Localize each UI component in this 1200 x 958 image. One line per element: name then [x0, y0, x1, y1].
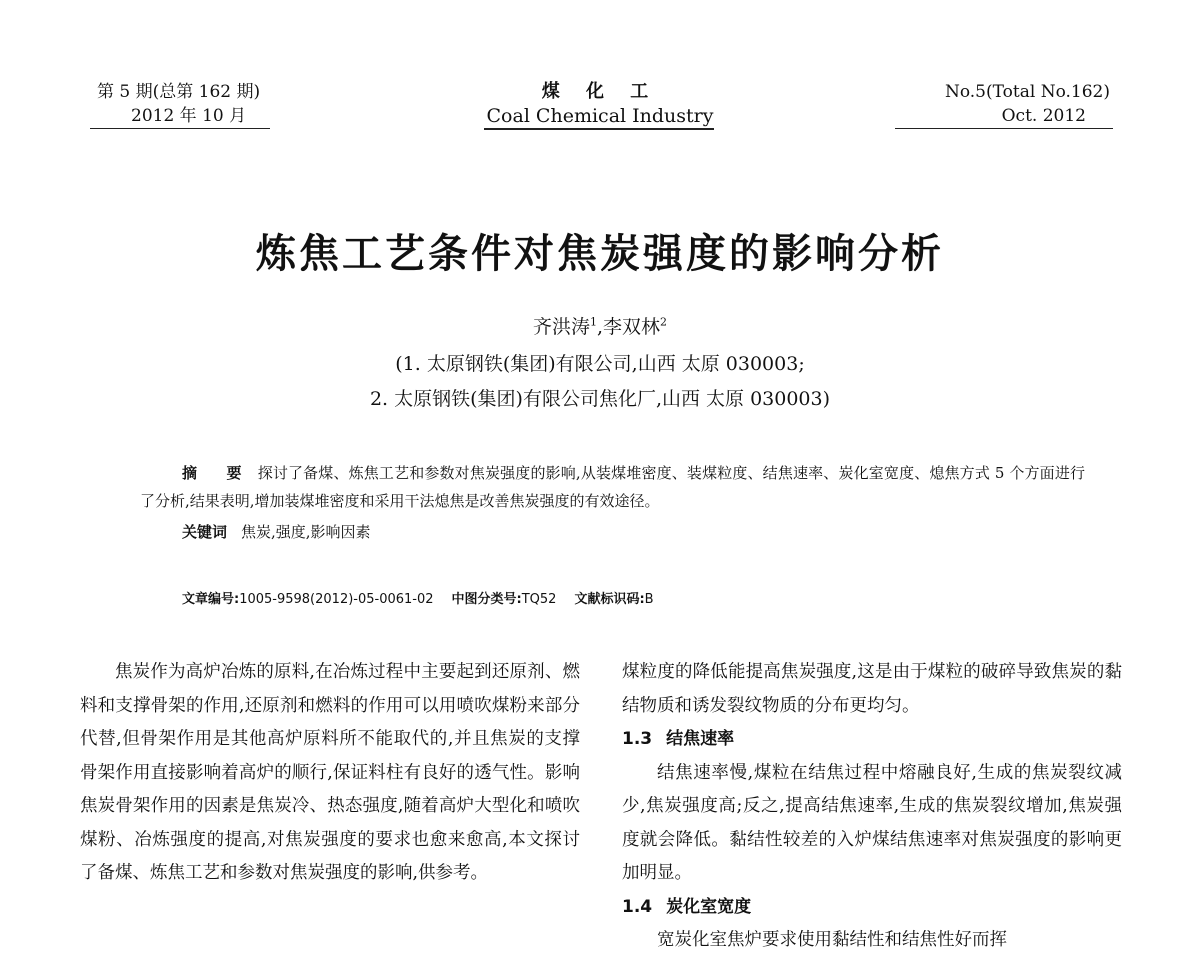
article-metadata: [182, 588, 654, 607]
section-title: 炭化室宽度: [666, 896, 752, 917]
keywords: [182, 521, 371, 542]
article-no: 1005-9598(2012)-05-0061-02: [239, 592, 434, 607]
keywords-text: 焦炭,强度,影响因素: [241, 523, 371, 541]
article-no-label: 文章编号:: [182, 592, 240, 607]
author-1: 齐洪涛: [532, 316, 590, 338]
clc-label: 中图分类号:: [451, 592, 522, 607]
body-column-left: [80, 656, 580, 891]
header-journal-name: [470, 80, 730, 128]
doc-code: B: [644, 592, 654, 607]
header-issue-info: [97, 80, 297, 128]
body-paragraph: 宽炭化室焦炉要求使用黏结性和结焦性好而挥: [657, 930, 1007, 950]
header-issue-en: No.5(Total No.162): [944, 82, 1110, 102]
section-title: 结焦速率: [666, 729, 735, 749]
body-paragraph: 结焦速率慢,煤粒在结焦过程中熔融良好,生成的焦炭裂纹减少,焦炭强度高;反之,提高结焦速率,生成的焦炭裂纹增加,焦炭强度就会降低。黏结性较差的入炉煤结焦速率对焦炭强度的影响更加明显。: [622, 762, 1122, 883]
abstract-label: 摘 要: [182, 464, 254, 482]
header-rule-right: [895, 128, 1113, 129]
body-paragraph: 焦炭作为高炉冶炼的原料,在冶炼过程中主要起到还原剂、燃料和支撑骨架的作用,还原剂和燃料的作用可以用喷吹煤粉来部分代替,但骨架作用是其他高炉原料所不能取代的,并且焦炭的支撑骨架作用直接影响着高炉的顺行,保证料柱有良好的透气性。影响焦炭骨架作用的因素是焦炭冷、热态强度,随着高炉大型化和喷吹煤粉、冶炼强度的提高,对焦炭强度的要求也愈来愈高,本文探讨了备煤、炼焦工艺和参数对焦炭强度的影响,供参考。: [80, 662, 580, 883]
section-number: 1.3: [622, 729, 653, 749]
clc-code: TQ52: [521, 592, 557, 607]
keywords-label: 关键词: [182, 523, 228, 541]
affiliation-1: (1. 太原钢铁(集团)有限公司,山西 太原 030003;: [395, 353, 805, 375]
author-2-affil-mark: 2: [660, 315, 668, 329]
journal-name-cn: 煤 化 工: [541, 81, 659, 102]
body-paragraph: 煤粒度的降低能提高焦炭强度,这是由于煤粒的破碎导致焦炭的黏结物质和诱发裂纹物质的分布更均匀。: [622, 662, 1122, 716]
article-authors: [0, 312, 1200, 339]
header-date: 2012 年 10 月: [131, 106, 247, 126]
author-1-affil-mark: 1: [589, 315, 597, 329]
abstract-text: 探讨了备煤、炼焦工艺和参数对焦炭强度的影响,从装煤堆密度、装煤粒度、结焦速率、炭化室宽度、熄焦方式 5 个方面进行了分析,结果表明,增加装煤堆密度和采用干法熄焦是改善焦炭强度的有效途径。: [140, 464, 1085, 510]
article-title: 炼焦工艺条件对焦炭强度的影响分析: [256, 231, 944, 277]
abstract: [140, 459, 1085, 515]
header-issue: 第 5 期(总第 162 期): [97, 82, 261, 102]
author-2: ,李双林: [596, 316, 661, 338]
section-number: 1.4: [622, 896, 653, 917]
section-heading-1-3: [622, 723, 1122, 757]
section-heading-1-4: [622, 891, 1122, 925]
header-issue-info-en: [890, 80, 1110, 128]
body-column-right: [622, 656, 1122, 958]
header-date-en: Oct. 2012: [1001, 106, 1086, 126]
header-rule-center: [484, 128, 714, 130]
journal-name-en: Coal Chemical Industry: [486, 105, 714, 127]
doc-code-label: 文献标识码:: [574, 592, 645, 607]
affiliation-2: 2. 太原钢铁(集团)有限公司焦化厂,山西 太原 030003): [369, 388, 831, 410]
header-rule-left: [90, 128, 270, 129]
